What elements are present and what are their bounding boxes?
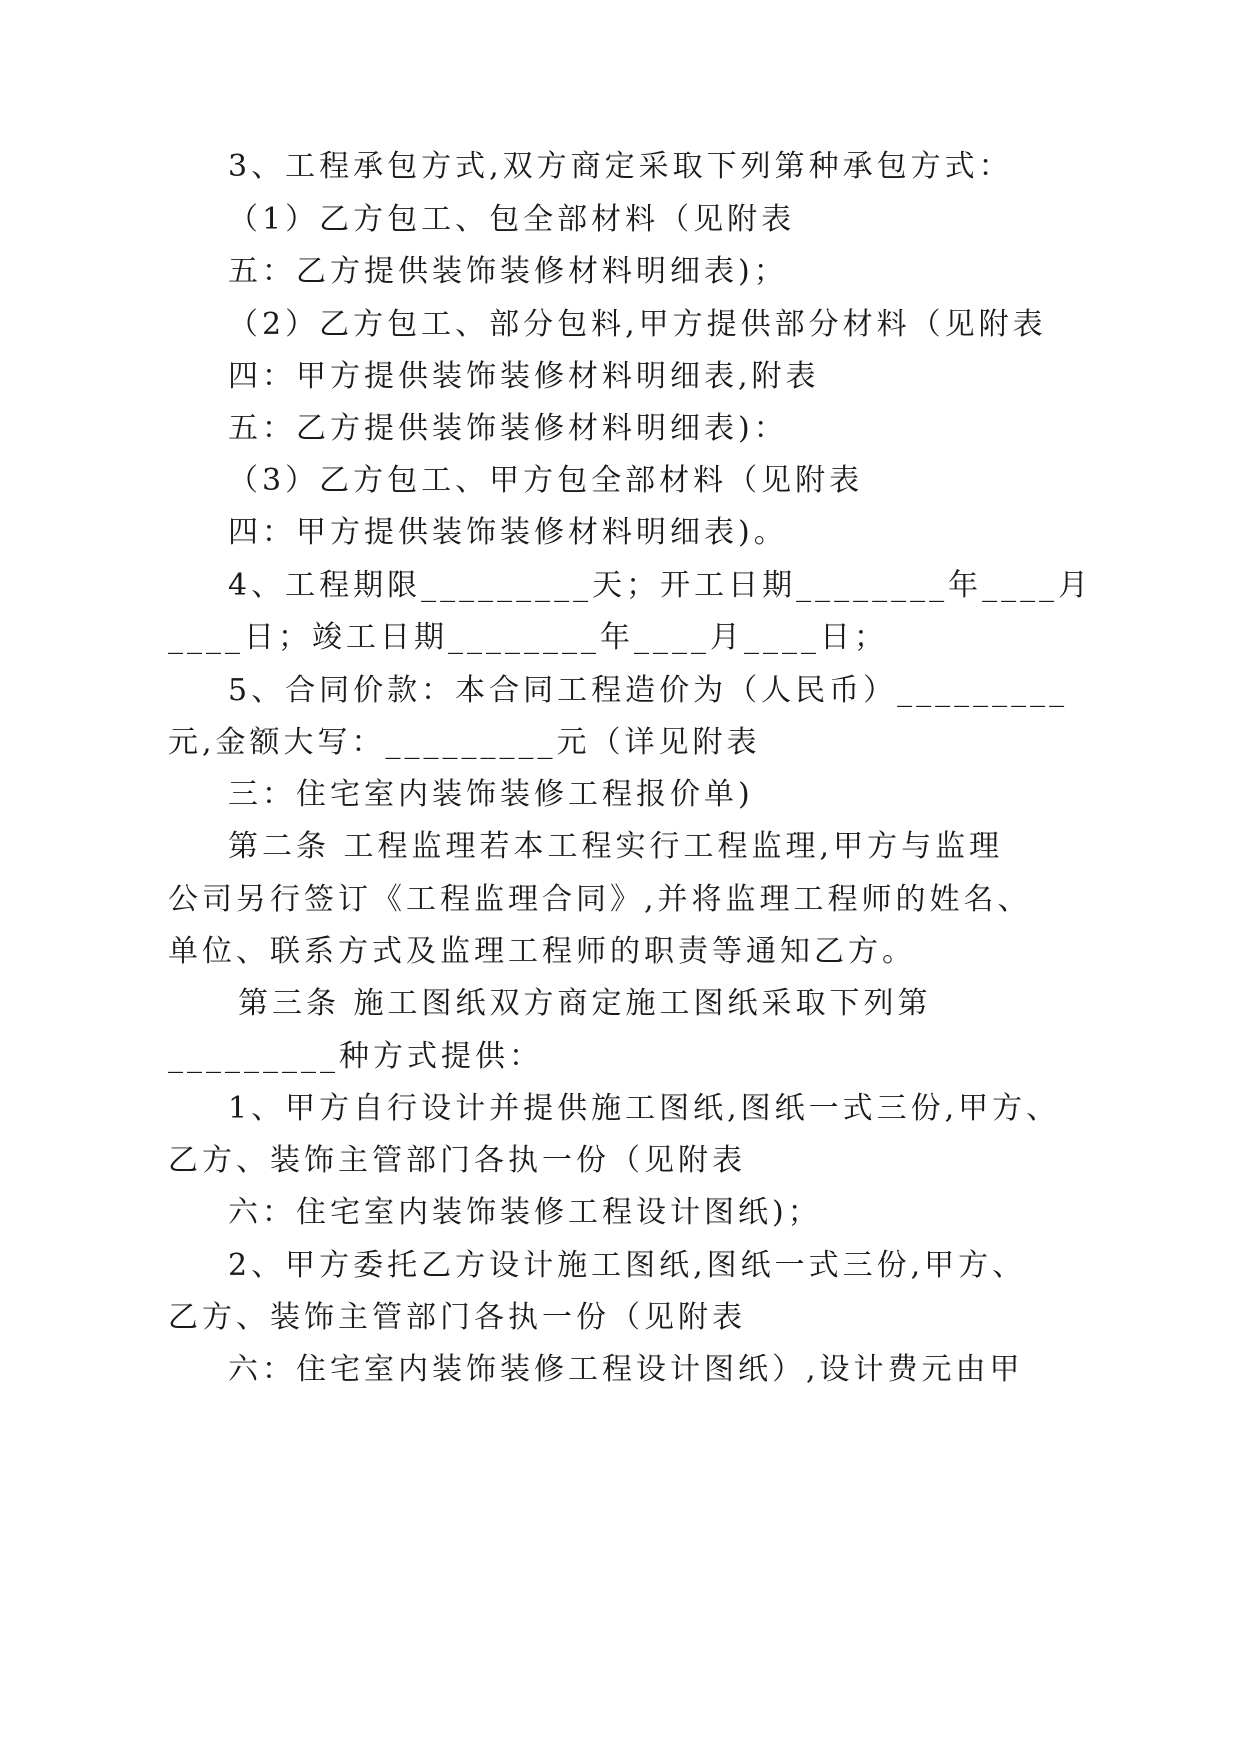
text-line: 四：甲方提供装饰装修材料明细表,附表 [228,359,820,394]
text-line: 单位、联系方式及监理工程师的职责等通知乙方。 [168,934,916,969]
text-line: 元,金额大写：_________元（详见附表 [168,725,761,760]
text-line: ____日；竣工日期________年____月____日； [168,620,888,655]
text-line: _________种方式提供： [168,1039,543,1074]
text-line: 乙方、装饰主管部门各执一份（见附表 [168,1300,746,1335]
text-line: （2）乙方包工、部分包料,甲方提供部分材料（见附表 [228,307,1047,342]
text-line: 三：住宅室内装饰装修工程报价单) [228,777,754,812]
text-line: 3、工程承包方式,双方商定采取下列第种承包方式： [228,149,1013,184]
text-line: 五：乙方提供装饰装修材料明细表)： [228,411,788,446]
text-line: （1）乙方包工、包全部材料（见附表 [228,202,796,237]
text-line: （3）乙方包工、甲方包全部材料（见附表 [228,463,864,498]
text-line: 第二条 工程监理若本工程实行工程监理,甲方与监理 [228,829,1004,864]
text-line: 六：住宅室内装饰装修工程设计图纸)； [228,1195,822,1230]
text-line: 公司另行签订《工程监理合同》,并将监理工程师的姓名、 [168,882,1032,917]
text-line: 5、合同价款：本合同工程造价为（人民币）_________ [228,673,1069,708]
text-line: 2、甲方委托乙方设计施工图纸,图纸一式三份,甲方、 [228,1248,1027,1283]
text-line: 五：乙方提供装饰装修材料明细表)； [228,254,788,289]
text-line: 第三条 施工图纸双方商定施工图纸采取下列第 [238,986,932,1021]
text-line: 六：住宅室内装饰装修工程设计图纸）,设计费元由甲 [228,1352,1024,1387]
text-line: 乙方、装饰主管部门各执一份（见附表 [168,1143,746,1178]
text-line: 4、工程期限_________天；开工日期________年____月 [228,568,1093,603]
text-line: 1、甲方自行设计并提供施工图纸,图纸一式三份,甲方、 [228,1091,1061,1126]
text-line: 四：甲方提供装饰装修材料明细表)。 [228,515,788,550]
